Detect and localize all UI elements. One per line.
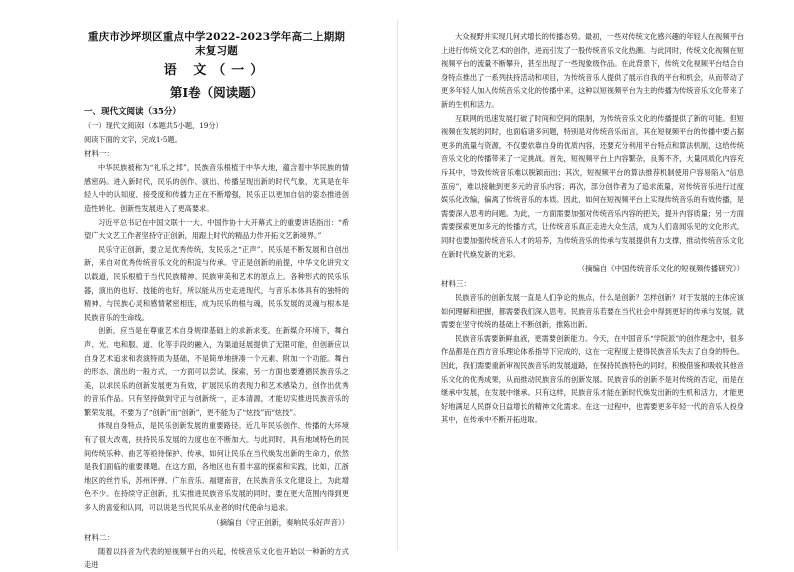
paragraph: 民乐守正创新，要立足优秀传统，发民乐之“正声”。民乐是不断发展和自创出新，来自对优秀传统音乐文化的积淀与传承。守正是创新的前提，中华文化讲究文以载道，民乐根植于当代民族精神、民族审美和艺术的原点上。各种形式的民乐乐器，演出的也好、技能的也好，所以能从历史走进现代，与音乐本体具有的独特的精神、与民族心灵和感情紧密相连，成为民乐的根与魂，民乐发展的灵魂与根本是民族音乐的生命线。 [84, 244, 349, 322]
source-citation-1: （摘编自《守正创新，奏响民乐好声音》） [212, 517, 349, 527]
paragraph: 随着以抖音为代表的短视频平台的兴起，传统音乐文化也开始以一种新的方式走进 [84, 546, 349, 570]
paragraph: 习近平总书记在中国文联十一大、中国作协十大开幕式上的重要讲话指出：“希望广大文艺工作者坚持守正创新，用跟上时代的精品力作开拓文艺新境界。” [84, 217, 349, 241]
volume-heading: 第Ⅰ卷（阅读题） [169, 85, 264, 100]
instruction-text: 阅读下面的文字，完成1-5题。 [84, 134, 182, 144]
subsection-heading: （一）现代文阅读Ⅰ（本题共5小题，19分） [84, 121, 223, 130]
paragraph: 中华民族被称为“礼乐之邦”，民族音乐根植于中华大地，蕴含着中华民族的情感密码。进入新时代，民乐的创作、演出、传播呈现出新的时代气象，尤其是在年轻人中的认知度、接受度和传播力正在不断增强，民乐正以更加自信的姿态推进创造性转化、创新性发展进入了更高要求。 [84, 163, 349, 213]
paragraph: 互联网的迅速发展打破了时间和空间的限制，为传统音乐文化的传播提供了新的可能。但短视频在发展的同时，也面临诸多问题，特别是对传统音乐而言，其在短视频平台的传播中要占据更多的流量与资源，不仅要依靠自身的优质内容，还要充分利用平台特点和算法机制，这给传统音乐文化的传播带来了一定挑战。首先，短视频平台上内容繁杂，良莠不齐，大量同质化内容充斥其中，导致传统音乐难以脱颖而出；其次，短视频平台的算法推荐机制使用户容易陷入“信息茧房”，难以接触到更多元的音乐内容；再次，部分创作者为了追求流量，对传统音乐进行过度娱乐化改编，偏离了传统音乐的本质。因此，如何在短视频平台上实现传统音乐的有效传播，是需要深入思考的问题。为此，一方面需要加强对传统音乐内容的把关，提升内容质量；另一方面需要探索更加多元的传播方式，让传统音乐真正走进大众生活，成为人们喜闻乐见的文化形式，同时也要加强传统音乐人才的培养，为传统音乐的传承与发展提供有力支撑，推动传统音乐文化在新时代焕发新的光彩。 [441, 113, 744, 259]
left-column [0, 0, 397, 570]
paragraph: 民族音乐需要新鲜血液，更需要创新能力。今天，在中国音乐“学院派”的创作理念中，很多作品都是在西方音乐理论体系指导下完成的，这在一定程度上使得民族音乐失去了自身的特色。因此，我们需要重新审视民族音乐的发展道路，在保持民族特色的同时，积极借鉴和吸收其他音乐文化的优秀成果，从而推动民族音乐的创新发展。民族音乐的创新不是对传统的否定，而是在继承中发展，在发展中继承。只有这样，民族音乐才能在新时代焕发出新的生机和活力，才能更好地满足人民群众日益增长的精神文化需求。在这一过程中，也需要更多年轻一代的音乐人投身其中，在传承中不断开拓进取。 [441, 333, 744, 425]
subject-heading: 语 文（一） [163, 63, 270, 78]
material-1-label: 材料一： [84, 149, 114, 159]
paragraph: 体现自身特点，是民乐创新发展的重要路径。近几年民乐创作、传播的大环境有了很大改观，扶持民乐发展的力度也在不断加大。与此同时，具有地域特色的民间传统乐种、曲艺等亟待保护、传承，如何让民乐在当代焕发出新的生命力，依然是我们面临的重要课题。在这方面，各地区也有着丰富的探索和实践，比如，江浙地区的丝竹乐，苏州评弹、广东音乐、福建南音，在民族音乐文化建设上，为此增色不少。在持续守正创新，扎实推进民族音乐发展的同时，要在更大范围内得到更多人的喜爱和认同，可以说是当代民乐从业者的时代使命与追求。 [84, 421, 349, 513]
source-citation-2: （摘编自《中国传统音乐文化的短视频传播研究》） [577, 264, 744, 274]
paragraph: 创新，应当是在尊重艺术自身规律基础上的求新求变。在新媒介环境下，舞台声、光、电和服、道、化等手段的融入，为渠道延展提供了无限可能，但创新应以自身艺术追求和表演特质为基础，不是简单地拼凑一个元素、附加一个功能。舞台的形态、演出的一般方式，一方面可以尝试、探索，另一方面也要遵循民族音乐之美，以求民乐的创新发展更为有效，扩展民乐的表现力和艺术感染力，创作出优秀的音乐作品。只有坚持做到守正与创新统一，正本清源，才能切实推进民族音乐的繁荣发展，不要为了“创新”而“创新”，更不能为了“炫技”而“炫技”。 [84, 326, 349, 417]
exam-title: 重庆市沙坪坝区重点中学2022-2023学年高二上期期末复习题 [87, 31, 346, 57]
section-heading: 一、现代文阅读（35分） [84, 107, 181, 117]
right-column [397, 0, 794, 562]
paragraph: 民族音乐的创新发展一直是人们争论的焦点，什么是创新？怎样创新？对于发展的主体应该如何理解和把握，都需要我们深入思考。民族音乐若要在当代社会中得到更好的传承与发展，就需要在坚守传统的基础上不断创新，推陈出新。 [441, 293, 744, 330]
material-3-label: 材料三： [441, 279, 471, 289]
paragraph: 大众视野并实现几何式增长的传播态势。最初，一些对传统文化感兴趣的年轻人在视频平台上进行传统文化艺术的创作，进而引发了一股传统音乐文化热潮。与此同时，传统文化视频在短视频平台的流量不断攀升，甚至出现了一些现象级作品。在此背景下，传统文化视频平台结合自身特点推出了一系列扶持活动和项目，为传统音乐人提供了展示自我的平台和机会，从而带动了更多年轻人加入传统音乐文化的传播中来，这种以短视频平台为主的传播为传统音乐文化带来了新的生机和活力。 [441, 32, 744, 109]
material-2-label: 材料二： [84, 532, 114, 542]
